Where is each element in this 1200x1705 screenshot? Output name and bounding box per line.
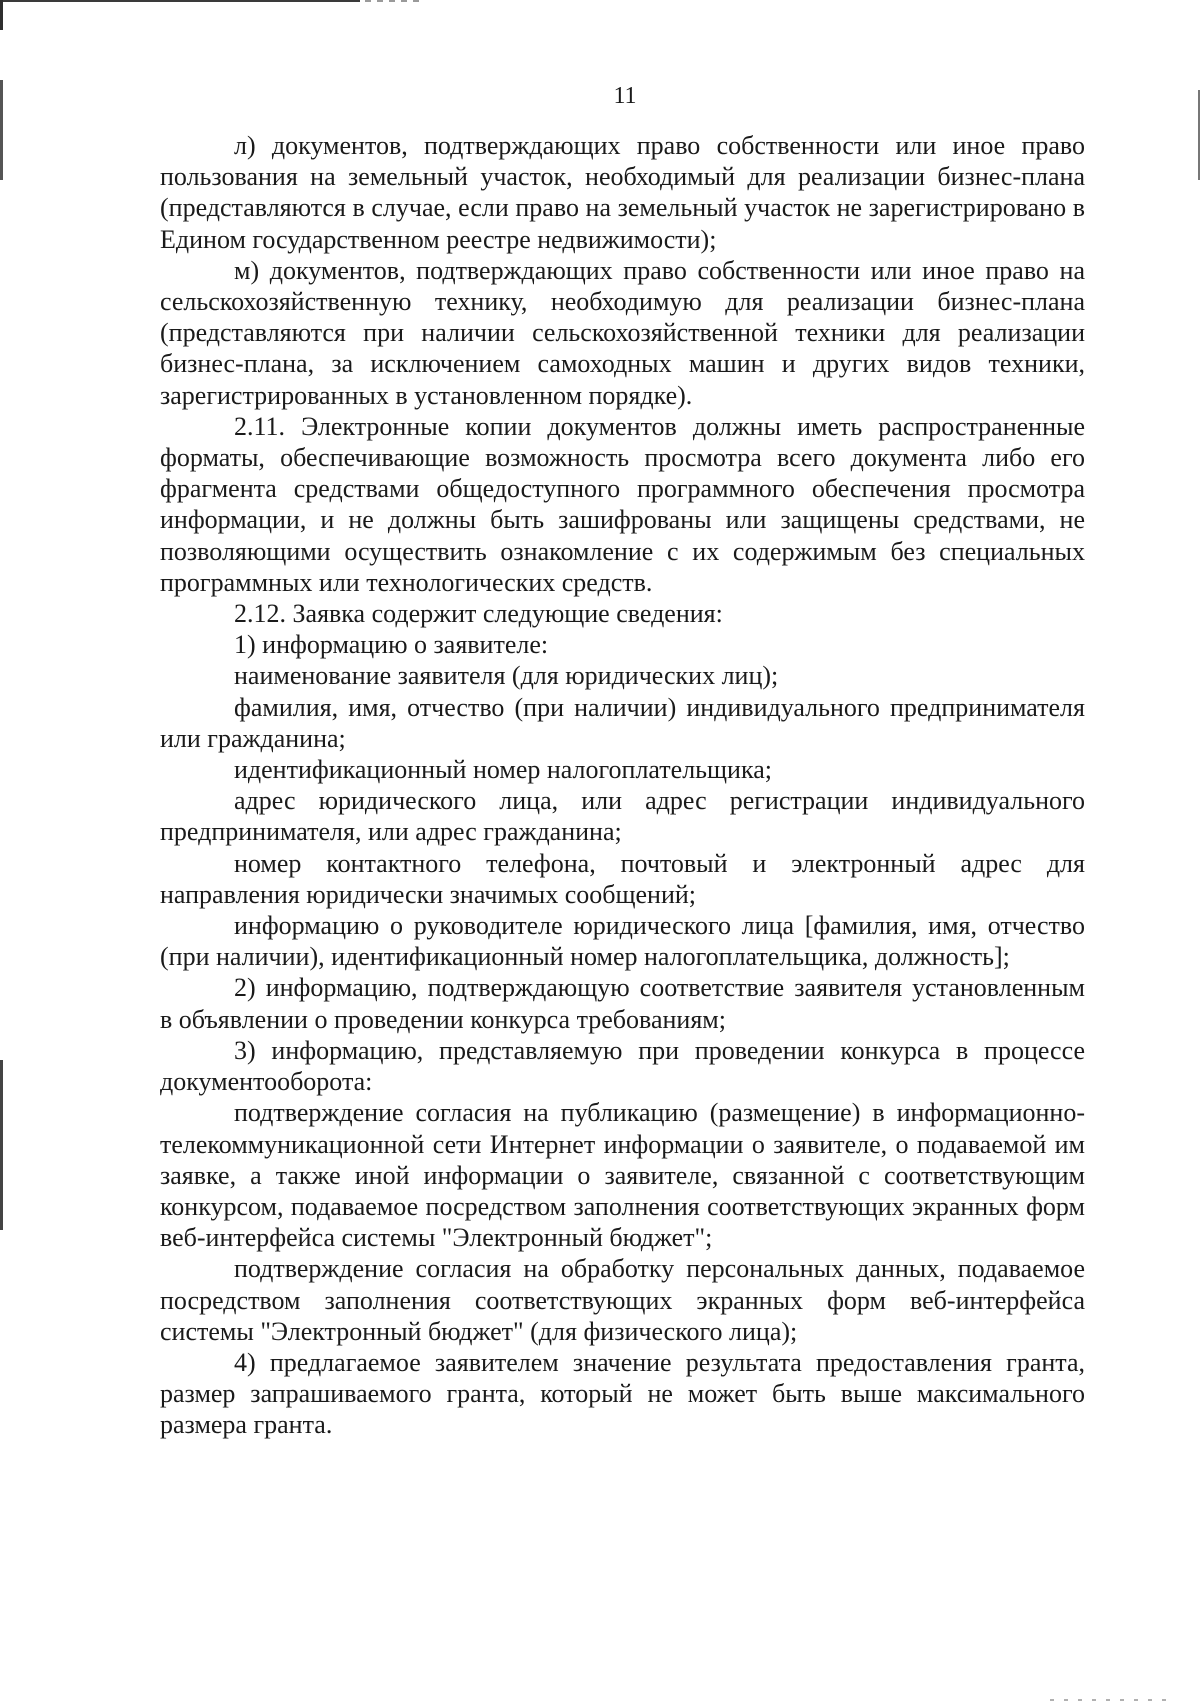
page-number: 11 (613, 83, 637, 109)
paragraph-head-info: информацию о руководителе юридического лица [фамилия, имя, отчество (при наличии), идентификационный номер налогоплательщика, должность]; (160, 911, 1085, 972)
paragraph-2-12-application-contents: 2.12. Заявка содержит следующие сведения: (234, 599, 723, 629)
paragraph-full-name: фамилия, имя, отчество (при наличии) индивидуального предпринимателя или гражданина; (160, 692, 1085, 753)
paragraph-2-compliance-info: 2) информацию, подтверждающую соответствие заявителя установленным в объявлении о проведении конкурса требованиям; (160, 973, 1085, 1034)
paragraph-tax-id: идентификационный номер налогоплательщика; (234, 755, 772, 785)
paragraph-2-11-electronic-copies: 2.11. Электронные копии документов должны иметь распространенные форматы, обеспечивающие возможность просмотра всего документа либо его фрагмента средствами общедоступного программного обеспечения просмотра информации, и не должны быть зашифрованы или защищены средствами, не позволяющими осуществить ознакомление с их содержимым без специальных программных или технологических средств. (160, 411, 1085, 597)
paragraph-publication-consent: подтверждение согласия на публикацию (размещение) в информационно-телекоммуникационной сети Интернет информации о заявителе, о подаваемой им заявке, а также иной информации о заявителе, связанной с соответствующим конкурсом, подаваемое посредством заполнения соответствующих экранных форм веб-интерфейса системы "Электронный бюджет"; (160, 1098, 1085, 1253)
paragraph-address: адрес юридического лица, или адрес регистрации индивидуального предпринимателя, или адрес гражданина; (160, 786, 1085, 847)
scan-edge-top-dots (365, 0, 425, 2)
paragraph-m-machinery-documents: м) документов, подтверждающих право собственности или иное право на сельскохозяйственную технику, необходимую для реализации бизнес-плана (представляются при наличии сельскохозяйственной техники для реализации бизнес-плана, за исключением самоходных машин и других видов техники, зарегистрированных в установленном порядке). (160, 255, 1085, 410)
scan-edge-bottom (1050, 1699, 1170, 1701)
scan-edge-left (0, 0, 3, 1705)
scan-edge-top (0, 0, 360, 2)
paragraph-4-grant-result: 4) предлагаемое заявителем значение результата предоставления гранта, размер запрашиваемого гранта, который не может быть выше максимального размера гранта. (160, 1347, 1085, 1440)
document-body (160, 130, 1085, 1441)
paragraph-personal-data-consent: подтверждение согласия на обработку персональных данных, подаваемое посредством заполнения соответствующих экранных форм веб-интерфейса системы "Электронный бюджет" (для физического лица); (160, 1254, 1085, 1346)
paragraph-1-applicant-info: 1) информацию о заявителе: (234, 630, 549, 660)
paragraph-3-workflow-info: 3) информацию, представляемую при проведении конкурса в процессе документооборота: (160, 1035, 1085, 1097)
paragraph-applicant-name: наименование заявителя (для юридических лиц); (234, 661, 779, 691)
paragraph-contacts: номер контактного телефона, почтовый и электронный адрес для направления юридически значимых сообщений; (160, 848, 1085, 909)
paragraph-l-land-documents: л) документов, подтверждающих право собственности или иное право пользования на земельный участок, необходимый для реализации бизнес-плана (представляются в случае, если право на земельный участок не зарегистрировано в Едином государственном реестре недвижимости); (160, 131, 1085, 254)
